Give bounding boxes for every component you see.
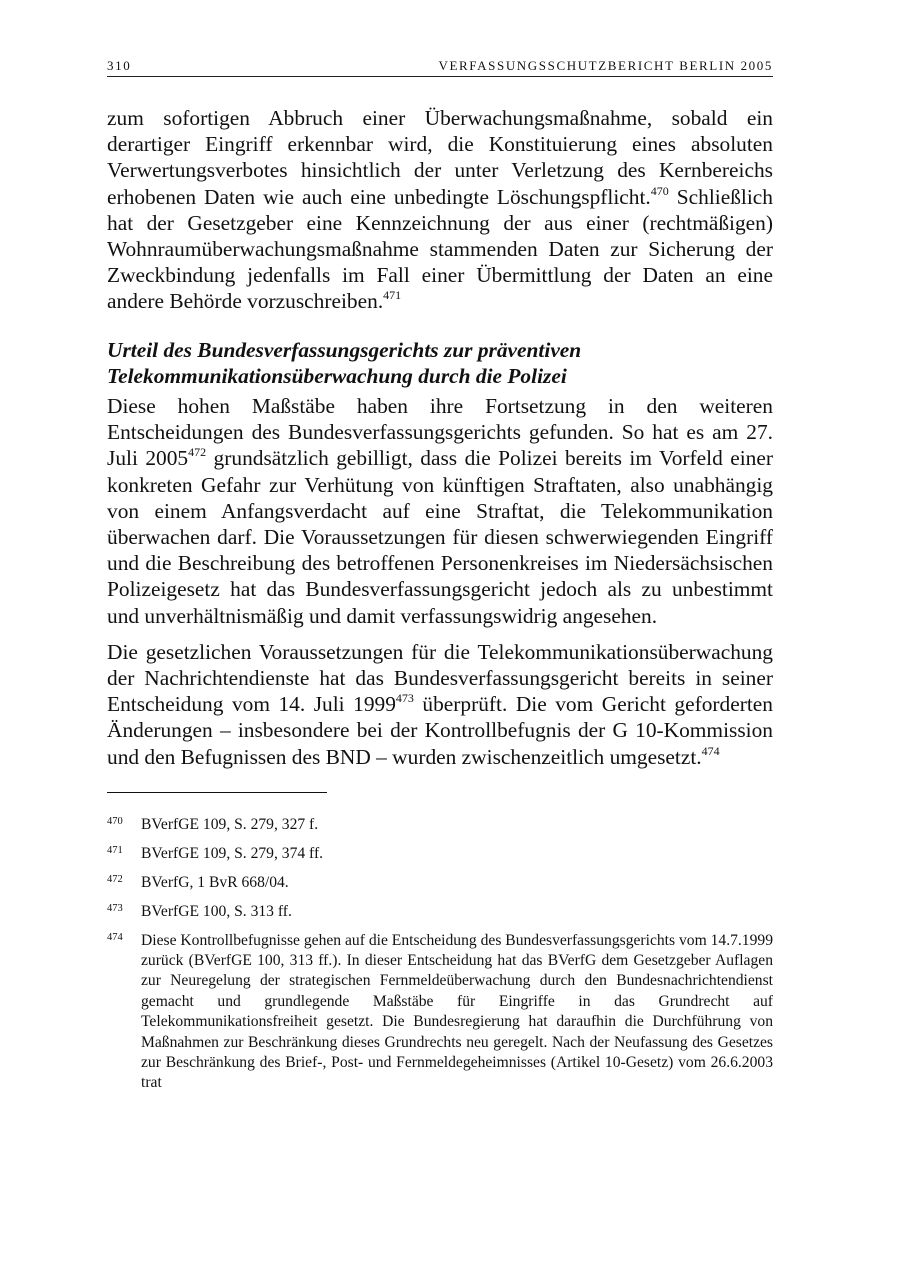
- paragraph: [107, 639, 773, 770]
- paragraph-text: Die gesetzlichen Voraussetzungen für die Telekommunikationsüberwachung der Nachrichtendienste hat das Bundesverfassungsgericht bereits in seiner Entscheidung vom 14. Juli 1999: [107, 639, 773, 717]
- footnote-number: 470: [107, 815, 123, 827]
- footnote: [107, 815, 773, 835]
- document-page: [107, 58, 773, 1102]
- section-heading: [107, 337, 773, 389]
- running-header: [107, 58, 773, 77]
- paragraph-text: überprüft. Die vom Gericht geforderten Änderungen – insbesondere bei der Kontrollbefugnis der G 10-Kommission und den Befugnissen des BND – wurden zwischenzeitlich umgesetzt.: [107, 692, 773, 769]
- footnote-list: [107, 815, 773, 1094]
- paragraph-text: Schließlich hat der Gesetzgeber eine Kennzeichnung der aus einer (rechtmäßigen) Wohnraumüberwachungsmaßnahme stammenden Daten zur Sicherung der Zweckbindung jedenfalls im Fall einer Übermittlung der Daten an eine andere Behörde vorzuschreiben.: [107, 184, 773, 314]
- footnote-text: BVerfGE 109, S. 279, 374 ff.: [141, 844, 324, 862]
- paragraph: [107, 393, 773, 629]
- footnote: [107, 931, 773, 1094]
- footnote-divider: [107, 792, 327, 793]
- footnote: [107, 873, 773, 893]
- paragraph-text: grundsätzlich gebilligt, dass die Polizei bereits im Vorfeld einer konkreten Gefahr zur Verhütung von künftigen Straftaten, also unabhängig von einem Anfangsverdacht auf eine Straftat, die Telekommunikation überwachen darf. Die Voraussetzungen für diesen schwerwiegenden Eingriff und die Beschreibung des betroffenen Personenkreises im Niedersächsischen Polizeigesetz hat das Bundesverfassungsgericht jedoch als zu unbestimmt und unverhältnismäßig und damit verfassungswidrig angesehen.: [107, 446, 773, 628]
- footnote-ref[interactable]: 471: [383, 288, 402, 303]
- footnote-ref[interactable]: 470: [650, 183, 669, 198]
- footnote-text: Diese Kontrollbefugnisse gehen auf die Entscheidung des Bundesverfassungsgerichts vom 14.7.1999 zurück (BVerfGE 100, 313 ff.). In dieser Entscheidung hat das BVerfG dem Gesetzgeber Auflagen zur Neuregelung der strategischen Fernmeldeüberwachung durch den Bundesnachrichtendienst gemacht und grundlegende Maßstäbe für Eingriffe in das Grundrecht auf Telekommunikationsfreiheit gesetzt. Die Bundesregierung hat daraufhin die Durchführung von Maßnahmen zur Beschränkung dieses Grundrechts neu geregelt. Nach der Neufassung des Gesetzes zur Beschränkung des Brief-, Post- und Fernmeldegeheimnisses (Artikel 10-Gesetz) vom 26.6.2003 trat: [141, 931, 773, 1092]
- footnote-ref[interactable]: 472: [188, 445, 207, 460]
- footnote-number: 473: [107, 902, 123, 914]
- paragraph-text: zum sofortigen Abbruch einer Überwachungsmaßnahme, sobald ein derartiger Eingriff erkennbar wird, die Konstituierung eines absoluten Verwertungsverbotes hinsichtlich der unter Verletzung des Kernbereichs erhobenen Daten wie auch eine unbedingte Löschungspflicht.: [107, 106, 773, 209]
- footnote: [107, 902, 773, 922]
- paragraph-text: Diese hohen Maßstäbe haben ihre Fortsetzung in den weiteren Entscheidungen des Bundesverfassungsgerichts gefunden. So hat es am 27. Juli 2005: [107, 394, 773, 471]
- heading-line: Telekommunikationsüberwachung durch die Polizei: [107, 363, 567, 388]
- footnote-number: 472: [107, 873, 123, 885]
- footnote-number: 471: [107, 844, 123, 856]
- page-number: 310: [107, 58, 132, 73]
- footnote-text: BVerfG, 1 BvR 668/04.: [141, 873, 289, 891]
- footnote-text: BVerfGE 109, S. 279, 327 f.: [141, 815, 319, 833]
- footnote-ref[interactable]: 474: [701, 743, 720, 758]
- footnote-text: BVerfGE 100, S. 313 ff.: [141, 902, 292, 920]
- footnote-ref[interactable]: 473: [395, 691, 414, 706]
- running-title: VERFASSUNGSSCHUTZBERICHT BERLIN 2005: [438, 58, 773, 73]
- footnote-number: 474: [107, 931, 123, 943]
- paragraph: [107, 105, 773, 315]
- footnote: [107, 844, 773, 864]
- heading-line: Urteil des Bundesverfassungsgerichts zur präventiven: [107, 337, 582, 362]
